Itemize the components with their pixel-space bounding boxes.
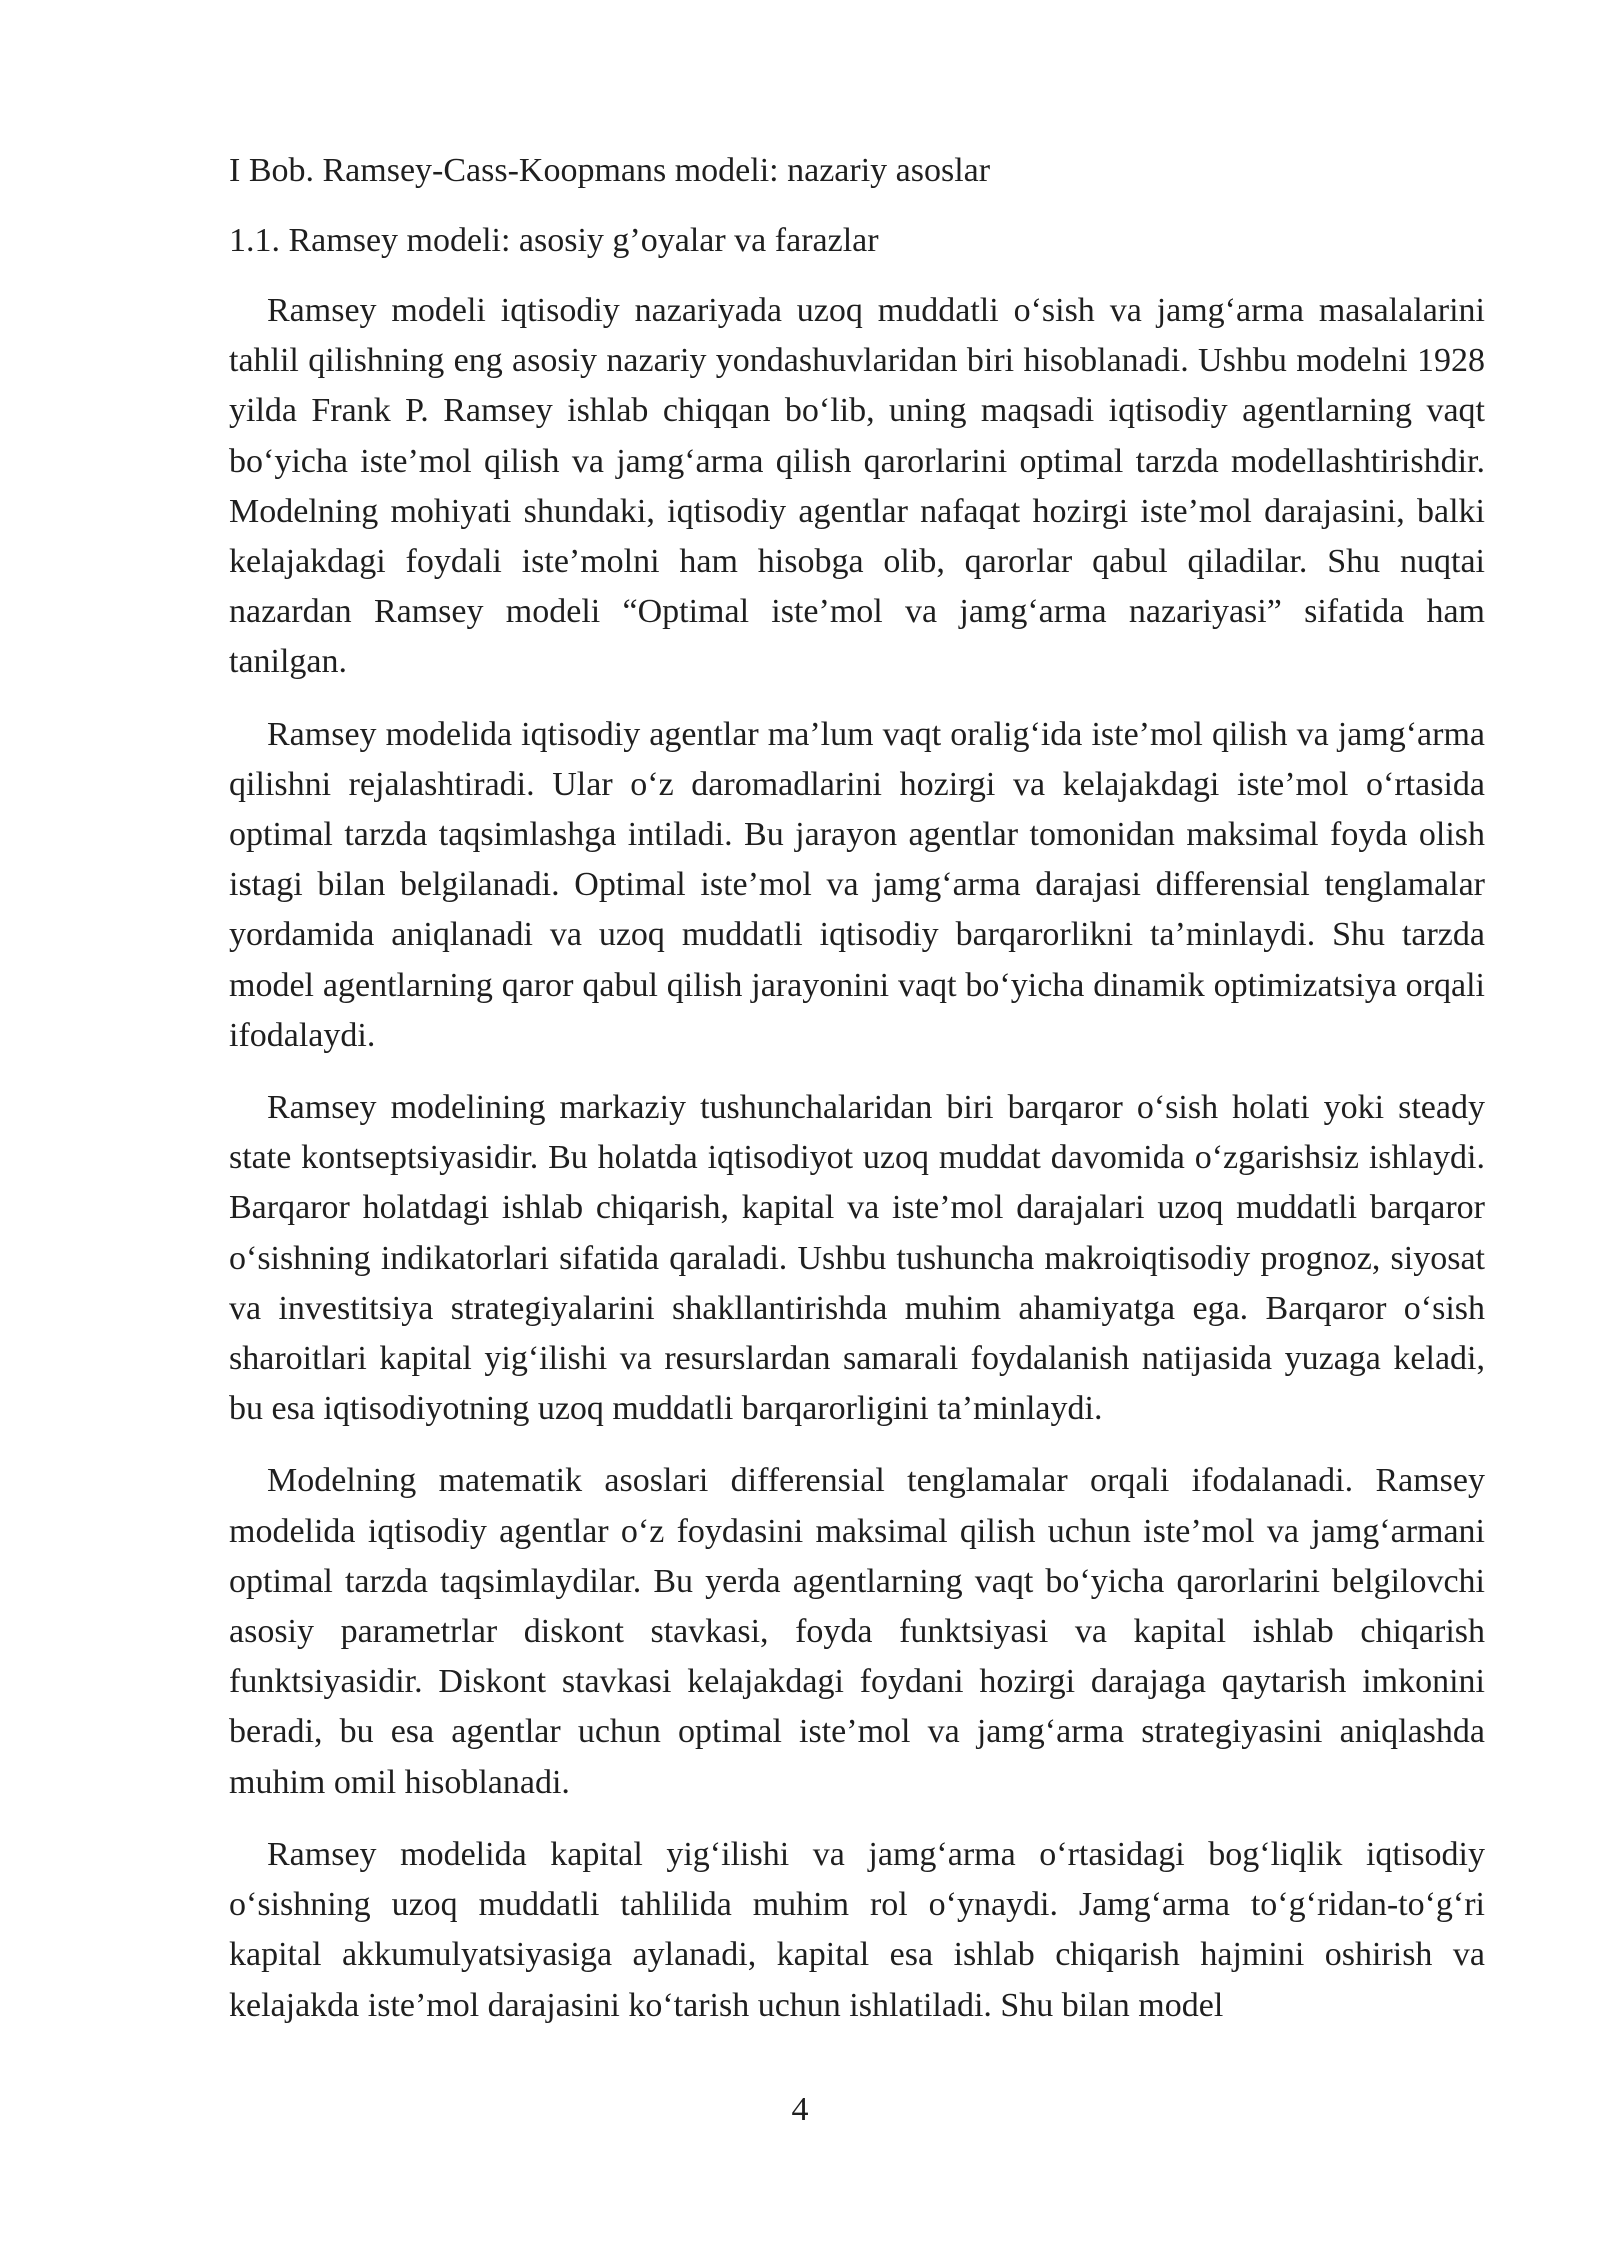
section-title: 1.1. Ramsey modeli: asosiy g’oyalar va farazlar — [229, 222, 879, 259]
paragraph-3: Ramsey modelining markaziy tushunchalaridan biri barqaror o‘sish holati yoki steady state kontseptsiyasidir. Bu holatda iqtisodiyot uzoq muddat davomida o‘zgarishsiz ishlaydi. Barqaror holatdagi ishlab chiqarish, kapital va iste’mol darajalari uzoq muddatli barqaror o‘sishning indikatorlari sifatida qaraladi. Ushbu tushuncha makroiqtisodiy prognoz, siyosat va investitsiya strategiyalarini shakllantirishda muhim ahamiyatga ega. Barqaror o‘sish sharoitlari kapital yig‘ilishi va resurslardan samarali foydalanish natijasida yuzaga keladi, bu esa iqtisodiyotning uzoq muddatli barqarorligini ta’minlaydi. — [229, 1089, 1485, 1428]
document-page — [229, 148, 1485, 2053]
page-number: 4 — [791, 2091, 809, 2128]
paragraph-5: Ramsey modelida kapital yig‘ilishi va jamg‘arma o‘rtasidagi bog‘liqlik iqtisodiy o‘sishning uzoq muddatli tahlilida muhim rol o‘ynaydi. Jamg‘arma to‘g‘ridan-to‘g‘ri kapital akkumulyatsiyasiga aylanadi, kapital esa ishlab chiqarish hajmini oshirish va kelajakda iste’mol darajasini ko‘tarish uchun ishlatiladi. Shu bilan model — [229, 1835, 1485, 2024]
chapter-title: I Bob. Ramsey-Cass-Koopmans modeli: nazariy asoslar — [229, 152, 991, 189]
paragraph-4: Modelning matematik asoslari differensial tenglamalar orqali ifodalanadi. Ramsey modelida iqtisodiy agentlar o‘z foydasini maksimal qilish uchun iste’mol va jamg‘armani optimal tarzda taqsimlaydilar. Bu yerda agentlarning vaqt bo‘yicha qarorlarini belgilovchi asosiy parametrlar diskont stavkasi, foyda funktsiyasi va kapital ishlab chiqarish funktsiyasidir. Diskont stavkasi kelajakdagi foydani hozirgi darajaga qaytarish imkonini beradi, bu esa agentlar uchun optimal iste’mol va jamg‘arma strategiyasini aniqlashda muhim omil hisoblanadi. — [229, 1462, 1485, 1801]
paragraph-2: Ramsey modelida iqtisodiy agentlar ma’lum vaqt oralig‘ida iste’mol qilish va jamg‘arma qilishni rejalashtiradi. Ular o‘z daromadlarini hozirgi va kelajakdagi iste’mol o‘rtasida optimal tarzda taqsimlashga intiladi. Bu jarayon agentlar tomonidan maksimal foyda olish istagi bilan belgilanadi. Optimal iste’mol va jamg‘arma darajasi differensial tenglamalar yordamida aniqlanadi va uzoq muddatli iqtisodiy barqarorlikni ta’minlaydi. Shu tarzda model agentlarning qaror qabul qilish jarayonini vaqt bo‘yicha dinamik optimizatsiya orqali ifodalaydi. — [229, 715, 1485, 1054]
paragraph-1: Ramsey modeli iqtisodiy nazariyada uzoq muddatli o‘sish va jamg‘arma masalalarini tahlil qilishning eng asosiy nazariy yondashuvlaridan biri hisoblanadi. Ushbu modelni 1928 yilda Frank P. Ramsey ishlab chiqqan bo‘lib, uning maqsadi iqtisodiy agentlarning vaqt bo‘yicha iste’mol qilish va jamg‘arma qilish qarorlarini optimal tarzda modellashtirishdir. Modelning mohiyati shundaki, iqtisodiy agentlar nafaqat hozirgi iste’mol darajasini, balki kelajakdagi foydali iste’molni ham hisobga olib, qarorlar qabul qiladilar. Shu nuqtai nazardan Ramsey modeli “Optimal iste’mol va jamg‘arma nazariyasi” sifatida ham tanilgan. — [229, 292, 1485, 681]
